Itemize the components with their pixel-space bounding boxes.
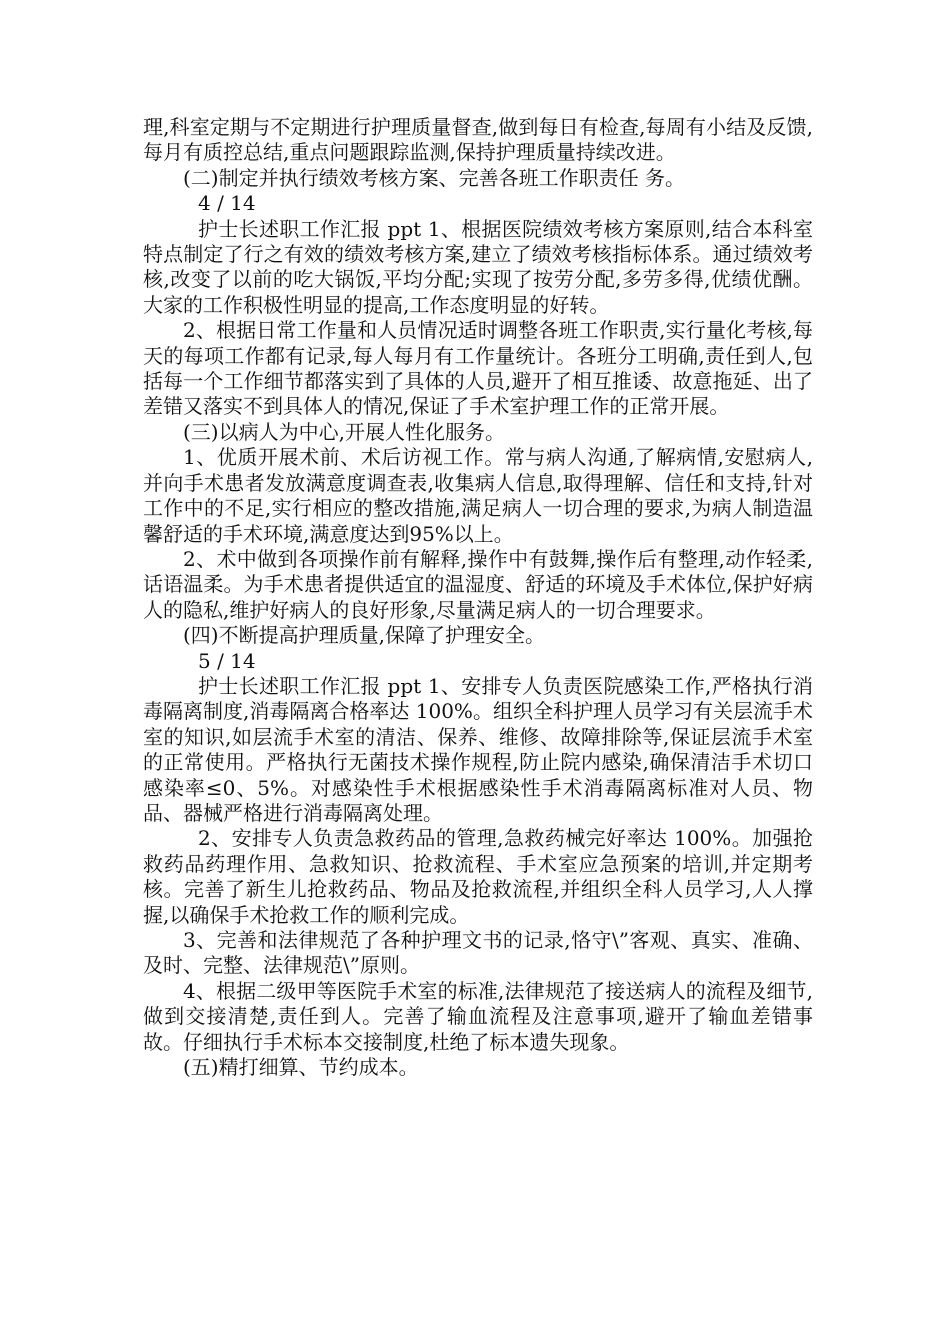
document-page [143, 115, 813, 1080]
paragraph-continuation: 理,科室定期与不定期进行护理质量督查,做到每日有检查,每周有小结及反馈,每月有质控总结,重点问题跟踪监测,保持护理质量持续改进。 [143, 115, 813, 165]
paragraph: 1、优质开展术前、术后访视工作。常与病人沟通,了解病情,安慰病人,并向手术患者发放满意度调查表,收集病人信息,取得理解、信任和支持,针对工作中的不足,实行相应的整改措施,满足病人一切合理的要求,为病人制造温馨舒适的手术环境,满意度达到95%以上。 [143, 445, 813, 546]
paragraph: 3、完善和法律规范了各种护理文书的记录,恪守\”客观、真实、准确、及时、完整、法律规范\”原则。 [143, 928, 813, 978]
page-number: 5 / 14 [198, 648, 256, 673]
section-heading-4: (四)不断提高护理质量,保障了护理安全。 [183, 623, 545, 648]
section-heading-5: (五)精打细算、节约成本。 [183, 1055, 419, 1080]
page-number: 4 / 14 [198, 191, 256, 216]
paragraph: 2、安排专人负责急救药品的管理,急救药械完好率达 100%。加强抢救药品药理作用、急救知识、抢救流程、手术室应急预案的培训,并定期考核。完善了新生儿抢救药品、物品及抢救流程,并组织全科人员学习,人人撑握,以确保手术抢救工作的顺利完成。 [143, 826, 813, 927]
paragraph: 2、术中做到各项操作前有解释,操作中有鼓舞,操作后有整理,动作轻柔,话语温柔。为手术患者提供适宜的温湿度、舒适的环境及手术体位,保护好病人的隐私,维护好病人的良好形象,尽量满足病人的一切合理要求。 [143, 546, 813, 622]
paragraph: 2、根据日常工作量和人员情况适时调整各班工作职责,实行量化考核,每天的每项工作都有记录,每人每月有工作量统计。各班分工明确,责任到人,包括每一个工作细节都落实到了具体的人员,避开了相互推诿、故意拖延、出了差错又落实不到具体人的情况,保证了手术室护理工作的正常开展。 [143, 318, 813, 419]
section-heading-2: (二)制定并执行绩效考核方案、完善各班工作职责任 务。 [183, 165, 685, 190]
paragraph: 护士长述职工作汇报 ppt 1、安排专人负责医院感染工作,严格执行消毒隔离制度,消毒隔离合格率达 100%。组织全科护理人员学习有关层流手术室的知识,如层流手术室的清洁、保养、维修、故障排除等,保证层流手术室的正常使用。严格执行无菌技术操作规程,防止院内感染,确保清洁手术切口感染率≤0、5%。对感染性手术根据感染性手术消毒隔离标准对人员、物品、器械严格进行消毒隔离处理。 [143, 673, 813, 825]
paragraph: 4、根据二级甲等医院手术室的标准,法律规范了接送病人的流程及细节,做到交接清楚,责任到人。完善了输血流程及注意事项,避开了输血差错事故。仔细执行手术标本交接制度,杜绝了标本遗失现象。 [143, 978, 813, 1054]
section-heading-3: (三)以病人为中心,开展人性化服务。 [183, 419, 505, 444]
paragraph: 护士长述职工作汇报 ppt 1、根据医院绩效考核方案原则,结合本科室特点制定了行之有效的绩效考核方案,建立了绩效考核指标体系。通过绩效考核,改变了以前的吃大锅饭,平均分配;实现了按劳分配,多劳多得,优绩优酬。大家的工作积极性明显的提高,工作态度明显的好转。 [143, 216, 813, 317]
